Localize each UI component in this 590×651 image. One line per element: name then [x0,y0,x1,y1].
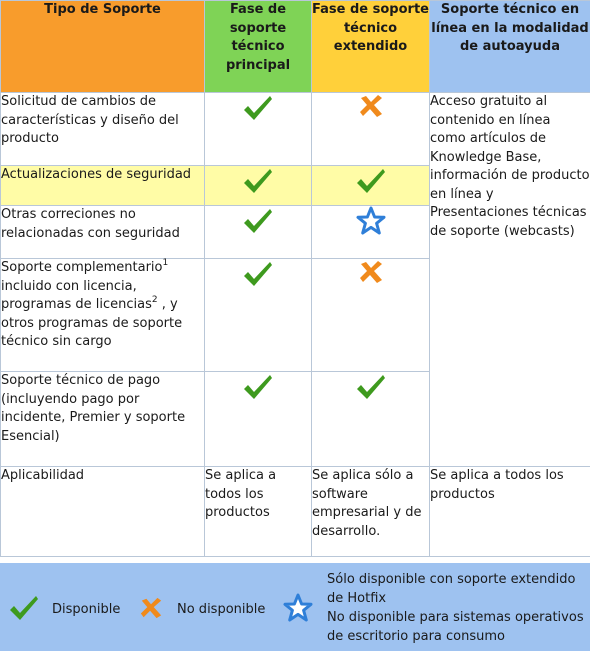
check-icon [242,206,274,236]
applicability-label: Aplicabilidad [1,467,205,557]
check-icon [242,372,274,402]
footnote-1: 1 [162,258,169,268]
extendido-cell [312,372,430,467]
check-icon [355,166,387,196]
table-header-row [1,1,590,93]
legend [0,563,590,651]
applicability-principal: Se aplica a todos los productos [205,467,312,557]
header-fase-principal: Fase de soporte técnico principal [205,1,312,93]
star-icon [283,593,313,623]
self-help-note: Acceso gratuito al contenido en línea como artículos de Knowledge Base, información de producto en línea y Presentaciones técnicas de soporte (webcasts) [430,93,590,467]
extendido-cell [312,166,430,206]
applicability-autoayuda: Se aplica a todos los productos [430,467,590,557]
x-icon [357,93,385,119]
check-icon [355,372,387,402]
applicability-row [1,467,590,557]
extendido-cell [312,259,430,372]
row-label-part: incluido con licencia, programas de licencias [1,278,152,312]
row-label: Actualizaciones de seguridad [1,166,205,206]
extendido-cell [312,93,430,166]
header-autoayuda: Soporte técnico en línea en la modalidad de autoayuda [430,1,590,93]
principal-cell [205,93,312,166]
star-icon [356,206,386,236]
row-label: Solicitud de cambios de características y diseño del producto [1,93,205,166]
footnote-2: 2 [151,295,158,305]
row-label: Otras correciones no relacionadas con seguridad [1,206,205,259]
row-label-part: Soporte complementario [1,260,163,275]
x-icon [357,259,385,285]
principal-cell [205,166,312,206]
check-icon [8,593,40,623]
principal-cell [205,259,312,372]
legend-not-available: No disponible [177,602,266,617]
applicability-extendido: Se aplica sólo a software empresarial y de desarrollo. [312,467,430,557]
x-icon [138,596,164,620]
row-label [1,259,205,372]
legend-available: Disponible [52,602,121,617]
table-row [1,93,590,166]
header-tipo-de-soporte: Tipo de Soporte [1,1,205,93]
row-label-part: , y otros programas de soporte técnico sin cargo [1,297,183,349]
check-icon [242,166,274,196]
header-fase-extendido: Fase de soporte técnico extendido [312,1,430,93]
extendido-cell [312,206,430,259]
check-icon [242,259,274,289]
row-label: Soporte técnico de pago (incluyendo pago por incidente, Premier y soporte Esencial) [1,372,205,467]
principal-cell [205,206,312,259]
legend-hotfix-only: Sólo disponible con soporte extendido de Hotfix [327,572,576,606]
principal-cell [205,372,312,467]
check-icon [242,93,274,123]
legend-not-consumer: No disponible para sistemas operativos de escritorio para consumo [327,610,584,644]
